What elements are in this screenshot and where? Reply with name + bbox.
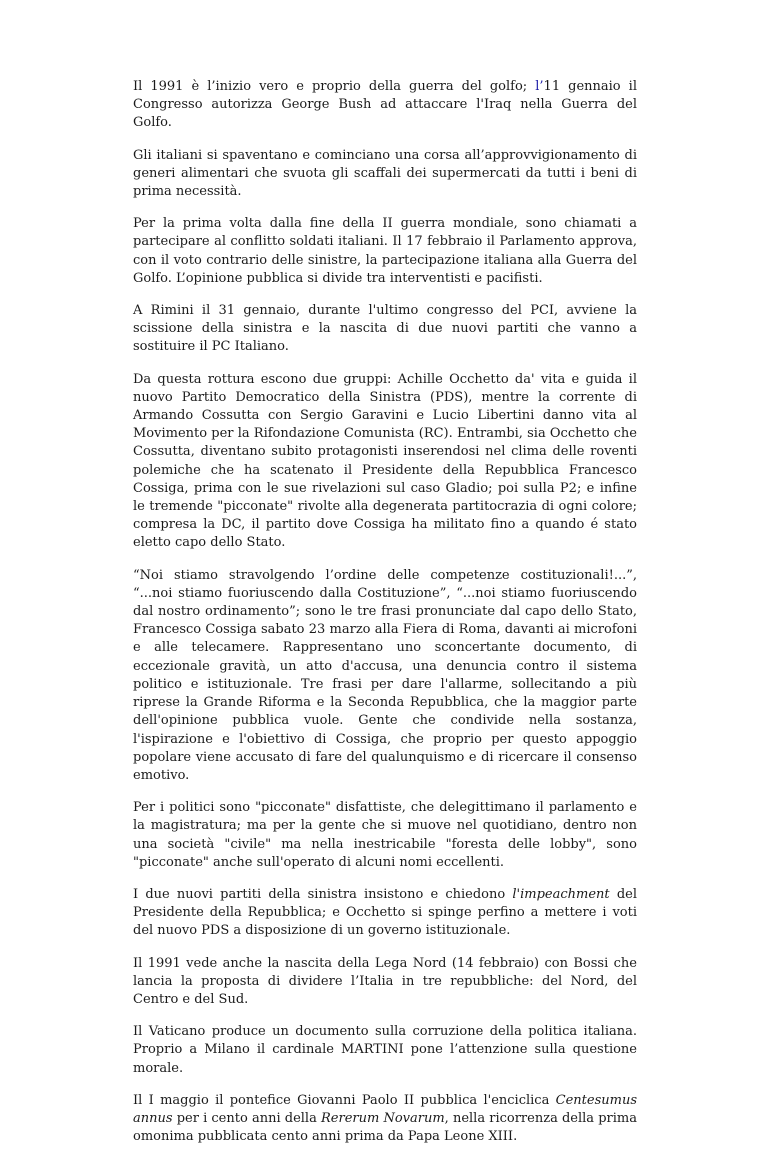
paragraph-italian-soldiers: Per la prima volta dalla fine della II guerra mondiale, sono chiamati a partecipare al conflitto soldati italiani. Il 17 febbraio il Parlamento approva, con il voto contrario delle sinistre, la partecipazione italiana alla Guerra del Golfo. L’opinione pubblica si divide tra interventisti e pacifisti. (133, 216, 637, 286)
paragraph-text: I due nuovi partiti della sinistra insistono e chiedono (133, 886, 513, 902)
paragraph-rimini-congress: A Rimini il 31 gennaio, durante l'ultimo congresso del PCI, avviene la scissione della sinistra e la nascita di due nuovi partiti che vanno a sostituire il PC Italiano. (133, 303, 637, 355)
emphasis-text: Centesumus annus (133, 1092, 637, 1126)
paragraph-text: Il I maggio il pontefice Giovanni Paolo II pubblica l'enciclica (133, 1092, 556, 1108)
paragraph-impeachment (133, 886, 637, 941)
paragraph-gulf-war (133, 78, 637, 133)
paragraph-text: Il 1991 è l’inizio vero e proprio della guerra del golfo; (133, 79, 536, 94)
emphasis-text: Rererum Novarum (321, 1110, 445, 1126)
paragraph-lega-nord: Il 1991 vede anche la nascita della Lega Nord (14 febbraio) con Bossi che lancia la proposta di dividere l’Italia in tre repubbliche: del Nord, del Centro e del Sud. (133, 955, 637, 1007)
paragraph-encyclical (133, 1092, 637, 1147)
paragraph-text: del Presidente della Repubblica; e Occhetto si spinge perfino a mettere i voti del nuovo PDS a disposizione di un governo istituzionale. (133, 886, 637, 939)
paragraph-picconate: Per i politici sono "picconate" disfattiste, che delegittimano il parlamento e la magistratura; ma per la gente che si muove nel quotidiano, dentro non una società "civile" ma nella inestricabile "foresta delle lobby", sono "picconate" anche sull'operato di alcuni nomi eccellenti. (133, 800, 637, 870)
paragraph-text: , nella ricorrenza della prima omonima pubblicata cento anni prima da Papa Leone XIII. (133, 1110, 637, 1145)
paragraph-supplies: Gli italiani si spaventano e cominciano una corsa all’approvvigionamento di generi alimentari che svuota gli scaffali dei supermercati da tutti i beni di prima necessità. (133, 147, 637, 200)
emphasis-text: l'impeachment (512, 886, 610, 902)
document-body (133, 78, 637, 1160)
paragraph-text: per i cento anni della (172, 1110, 321, 1126)
inline-link[interactable]: l’ (535, 79, 544, 94)
paragraph-new-parties: Da questa rottura escono due gruppi: Achille Occhetto da' vita e guida il nuovo Partito Democratico della Sinistra (PDS), mentre la corrente di Armando Cossutta con Sergio Garavini e Lucio Libertini danno vita al Movimento per la Rifondazione Comunista (RC). Entrambi, sia Occhetto che Cossutta, diventano subito protagonisti inserendosi nel clima delle roventi polemiche che ha scatenato il Presidente della Repubblica Francesco Cossiga, prima con le sue rivelazioni sul caso Gladio; poi sulla P2; e infine le tremende "picconate" rivolte alla degenerata partitocrazia di ogni colore; compresa la DC, il partito dove Cossiga ha militato fino a quando é stato eletto capo dello Stato. (133, 371, 637, 551)
paragraph-cossiga-quotes: “Noi stiamo stravolgendo l’ordine delle competenze costituzionali!...”, “...noi stiamo fuoriuscendo dalla Costituzione”, “...noi stiamo fuoriuscendo dal nostro ordinamento”; sono le tre frasi pronunciate dal capo dello Stato, Francesco Cossiga sabato 23 marzo alla Fiera di Roma, davanti ai microfoni e alle telecamere. Rappresentano uno sconcertante documento, di eccezionale gravità, un atto d'accusa, una denuncia contro il sistema politico e istituzionale. Tre frasi per dare l'allarme, sollecitando a più riprese la Grande Riforma e la Seconda Repubblica, che la maggior parte dell'opinione pubblica vuole. Gente che condivide nella sostanza, l'ispirazione e l'obiettivo di Cossiga, che proprio per questo appoggio popolare viene accusato di fare del qualunquismo e di ricercare il consenso emotivo. (133, 567, 637, 783)
paragraph-vatican: Il Vaticano produce un documento sulla corruzione della politica italiana. Proprio a Milano il cardinale MARTINI pone l’attenzione sulla questione morale. (133, 1024, 637, 1076)
paragraph-text: 11 gennaio il Congresso autorizza George Bush ad attaccare l'Iraq nella Guerra del Golfo. (133, 79, 638, 131)
